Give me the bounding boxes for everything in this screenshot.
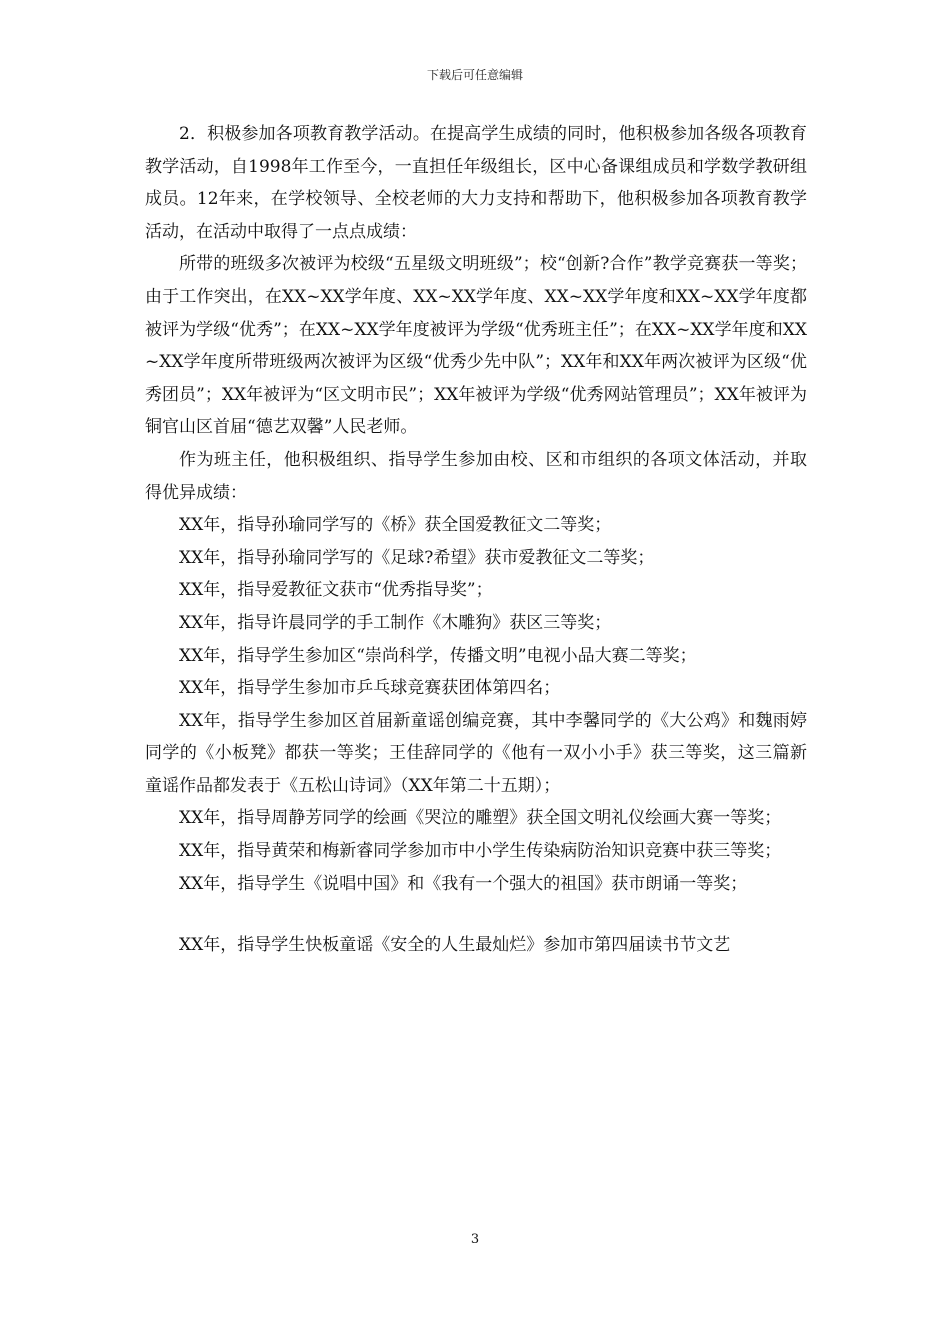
list-item: XX年，指导学生《说唱中国》和《我有一个强大的祖国》获市朗诵一等奖； (179, 873, 748, 894)
list-item: XX年，指导周静芳同学的绘画《哭泣的雕塑》获全国文明礼仪绘画大赛一等奖； (179, 808, 782, 829)
list-item: XX年，指导许晨同学的手工制作《木雕狗》获区三等奖； (179, 612, 612, 633)
paragraph-activities-intro: 2．积极参加各项教育教学活动。在提高学生成绩的同时，他积极参加各级各项教育教学活动，自1998年工作至今，一直担任年级组长，区中心备课组成员和学数学教研组成员。12年来，在学校领导、全校老师的大力支持和帮助下，他积极参加各项教育教学活动，在活动中取得了一点点成绩： (145, 124, 807, 242)
page-header: 下载后可任意编辑 (426, 68, 523, 82)
list-item: XX年，指导黄荣和梅新睿同学参加市中小学生传染病防治知识竞赛中获三等奖； (179, 841, 782, 862)
list-item: XX年，指导学生参加区首届新童谣创编竞赛，其中李馨同学的《大公鸡》和魏雨婷同学的《小板凳》都获一等奖；王佳辞同学的《他有一双小小手》获三等奖，这三篇新童谣作品都发表于《五松山诗词》（XX年第二十五期）； (145, 710, 807, 796)
document-body (145, 118, 807, 962)
list-item: XX年，指导学生快板童谣《安全的人生最灿烂》参加市第四届读书节文艺 (179, 935, 731, 956)
list-item: XX年，指导爱教征文获市“优秀指导奖”； (179, 580, 493, 601)
paragraph-honors: 所带的班级多次被评为校级“五星级文明班级”；校“创新?合作”教学竞赛获一等奖；由于工作突出，在XX~XX学年度、XX~XX学年度、XX~XX学年度和XX~XX学年度都被评为学级“优秀”；在XX~XX学年度被评为学级“优秀班主任”；在XX~XX学年度和XX~XX学年度所带班级两次被评为区级“优秀少先中队”；XX年和XX年两次被评为区级“优秀团员”；XX年被评为“区文明市民”；XX年被评为学级“优秀网站管理员”；XX年被评为铜官山区首届“德艺双馨”人民老师。 (145, 254, 807, 438)
list-item: XX年，指导孙瑜同学写的《足球?希望》获市爱教征文二等奖； (179, 547, 655, 568)
list-item: XX年，指导学生参加区“崇尚科学，传播文明”电视小品大赛二等奖； (179, 645, 697, 666)
page-number: 3 (470, 1232, 480, 1247)
list-item: XX年，指导孙瑜同学写的《桥》获全国爱教征文二等奖； (179, 515, 612, 536)
list-item: XX年，指导学生参加市乒乓球竞赛获团体第四名； (179, 678, 561, 699)
paragraph-class-teacher: 作为班主任，他积极组织、指导学生参加由校、区和市组织的各项文体活动，并取得优异成绩： (145, 449, 807, 503)
